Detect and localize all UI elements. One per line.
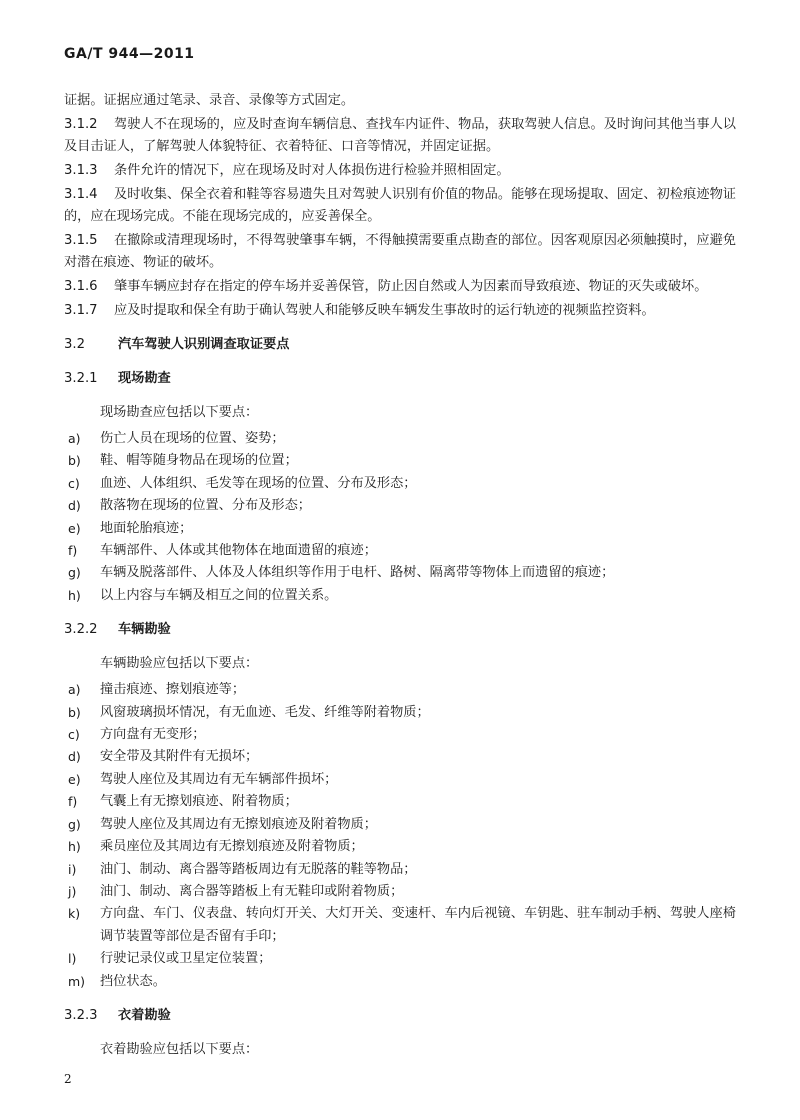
clause-text: 驾驶人不在现场的，应及时查询车辆信息、查找车内证件、物品，获取驾驶人信息。及时询问其他当事人以及目击证人，了解驾驶人体貌特征、衣着特征、口音等情况，并固定证据。 [64,117,736,154]
clause-number: 3.1.6 [64,279,98,294]
clause-number: 3.1.7 [64,303,98,318]
list-item-text: 方向盘有无变形； [100,727,206,743]
list-item-text: 地面轮胎痕迹； [100,520,193,536]
list-item [64,540,736,562]
list-item-text: 血迹、人体组织、毛发等在现场的位置、分布及形态； [100,475,417,491]
list-item [64,836,736,858]
list-item-text: 挡位状态。 [100,973,166,989]
list-item [64,473,736,495]
page-number: 2 [64,1072,72,1086]
list-item [64,814,736,836]
list-item [64,971,736,993]
requirement-list [64,428,736,607]
list-item-marker: b) [68,453,81,469]
list-item [64,428,736,450]
list-item-text: 驾驶人座位及其周边有无车辆部件损坏； [100,771,338,787]
list-item-marker: h) [68,839,81,855]
subsection-intro: 现场勘查应包括以下要点： [100,405,259,420]
list-item-marker: d) [68,749,81,765]
list-item [64,948,736,970]
list-item-text: 驾驶人座位及其周边有无擦划痕迹及附着物质； [100,816,377,832]
list-item [64,724,736,746]
list-item [64,518,736,540]
list-item-text: 安全带及其附件有无损坏； [100,749,259,765]
list-item-text: 气囊上有无擦划痕迹、附着物质； [100,794,298,810]
clause-paragraph [64,114,736,158]
list-item-text: 鞋、帽等随身物品在现场的位置； [100,453,298,469]
clause-paragraph [64,184,736,228]
list-item-marker: i) [68,861,77,877]
subsection-heading [64,1005,736,1027]
list-item-text: 伤亡人员在现场的位置、姿势； [100,431,285,446]
clause-paragraph [64,300,736,322]
clause-text: 在撤除或清理现场时，不得驾驶肇事车辆，不得触摸需要重点勘查的部位。因客观原因必须触摸时，应避免对潜在痕迹、物证的破坏。 [64,233,736,270]
clause-paragraph [64,230,736,274]
list-item-text: 油门、制动、离合器等踏板上有无鞋印或附着物质； [100,883,404,899]
clause-text: 条件允许的情况下，应在现场及时对人体损伤进行检验并照相固定。 [114,163,510,178]
subsection-number: 3.2.3 [64,1007,98,1023]
list-item [64,881,736,903]
list-item-marker: a) [68,431,81,446]
clause-paragraph [64,90,736,112]
list-item [64,791,736,813]
section-title: 汽车驾驶人识别调查取证要点 [118,337,290,352]
section-heading [64,334,736,356]
list-item-text: 车辆部件、人体或其他物体在地面遗留的痕迹； [100,543,377,559]
list-item-text: 行驶记录仪或卫星定位装置； [100,951,272,967]
list-item-marker: a) [68,682,81,698]
list-item-marker: l) [68,951,77,967]
list-item [64,702,736,724]
list-item-marker: d) [68,498,81,514]
list-item-marker: e) [68,771,81,787]
clause-text: 肇事车辆应封存在指定的停车场并妥善保管，防止因自然或人为因素而导致痕迹、物证的灭失或破坏。 [114,279,708,294]
list-item-text: 散落物在现场的位置、分布及形态； [100,498,311,514]
list-item-text: 方向盘、车门、仪表盘、转向灯开关、大灯开关、变速杆、车内后视镜、车钥匙、驻车制动手柄、驾驶人座椅调节装置等部位是否留有手印； [100,906,736,944]
subsection-title: 衣着勘验 [118,1007,171,1023]
list-item-marker: c) [68,475,80,491]
list-item-marker: m) [68,973,86,989]
clause-text: 证据。证据应通过笔录、录音、录像等方式固定。 [64,93,355,108]
list-item [64,562,736,584]
requirement-list [64,679,736,993]
list-item [64,769,736,791]
standard-code: GA/T 944—2011 [64,46,195,62]
subsection-title: 车辆勘验 [118,622,171,638]
list-item-text: 风窗玻璃损坏情况，有无血迹、毛发、纤维等附着物质； [100,704,430,720]
clauses-3-1 [64,90,736,322]
list-item-marker: f) [68,794,78,810]
clause-number: 3.1.2 [64,117,98,132]
list-item [64,450,736,472]
list-item-marker: b) [68,704,81,720]
subsection-intro: 衣着勘验应包括以下要点： [100,1041,259,1057]
clause-text: 及时收集、保全衣着和鞋等容易遗失且对驾驶人识别有价值的物品。能够在现场提取、固定、初检痕迹物证的，应在现场完成。不能在现场完成的，应妥善保全。 [64,187,736,224]
list-item-marker: c) [68,727,80,743]
list-item [64,746,736,768]
clause-number: 3.1.5 [64,233,98,248]
list-item-text: 乘员座位及其周边有无擦划痕迹及附着物质； [100,839,364,855]
list-item-text: 车辆及脱落部件、人体及人体组织等作用于电杆、路树、隔离带等物体上而遗留的痕迹； [100,565,615,581]
clause-text: 应及时提取和保全有助于确认驾驶人和能够反映车辆发生事故时的运行轨迹的视频监控资料。 [114,303,655,318]
list-item-text: 油门、制动、离合器等踏板周边有无脱落的鞋等物品； [100,861,417,877]
clause-number: 3.1.3 [64,163,98,178]
list-item-marker: f) [68,543,78,559]
clause-number: 3.1.4 [64,187,98,202]
subsection-intro: 车辆勘验应包括以下要点： [100,656,259,672]
subsection-number: 3.2.2 [64,622,98,638]
list-item-marker: e) [68,520,81,536]
subsection-heading [64,619,736,641]
list-item [64,859,736,881]
list-item-text: 撞击痕迹、擦划痕迹等； [100,682,246,698]
list-item [64,903,736,948]
subsection-title: 现场勘查 [118,371,171,386]
list-item-marker: g) [68,816,81,832]
clause-paragraph [64,160,736,182]
list-item [64,679,736,701]
document-body [64,90,736,1065]
list-item-text: 以上内容与车辆及相互之间的位置关系。 [100,587,338,603]
list-item-marker: g) [68,565,81,581]
list-item-marker: h) [68,587,81,603]
list-item-marker: k) [68,906,81,922]
subsection-number: 3.2.1 [64,371,98,386]
section-number: 3.2 [64,337,85,352]
list-item [64,585,736,607]
list-item-marker: j) [68,883,77,899]
list-item [64,495,736,517]
subsections [64,368,736,1061]
clause-paragraph [64,276,736,298]
subsection-heading [64,368,736,390]
